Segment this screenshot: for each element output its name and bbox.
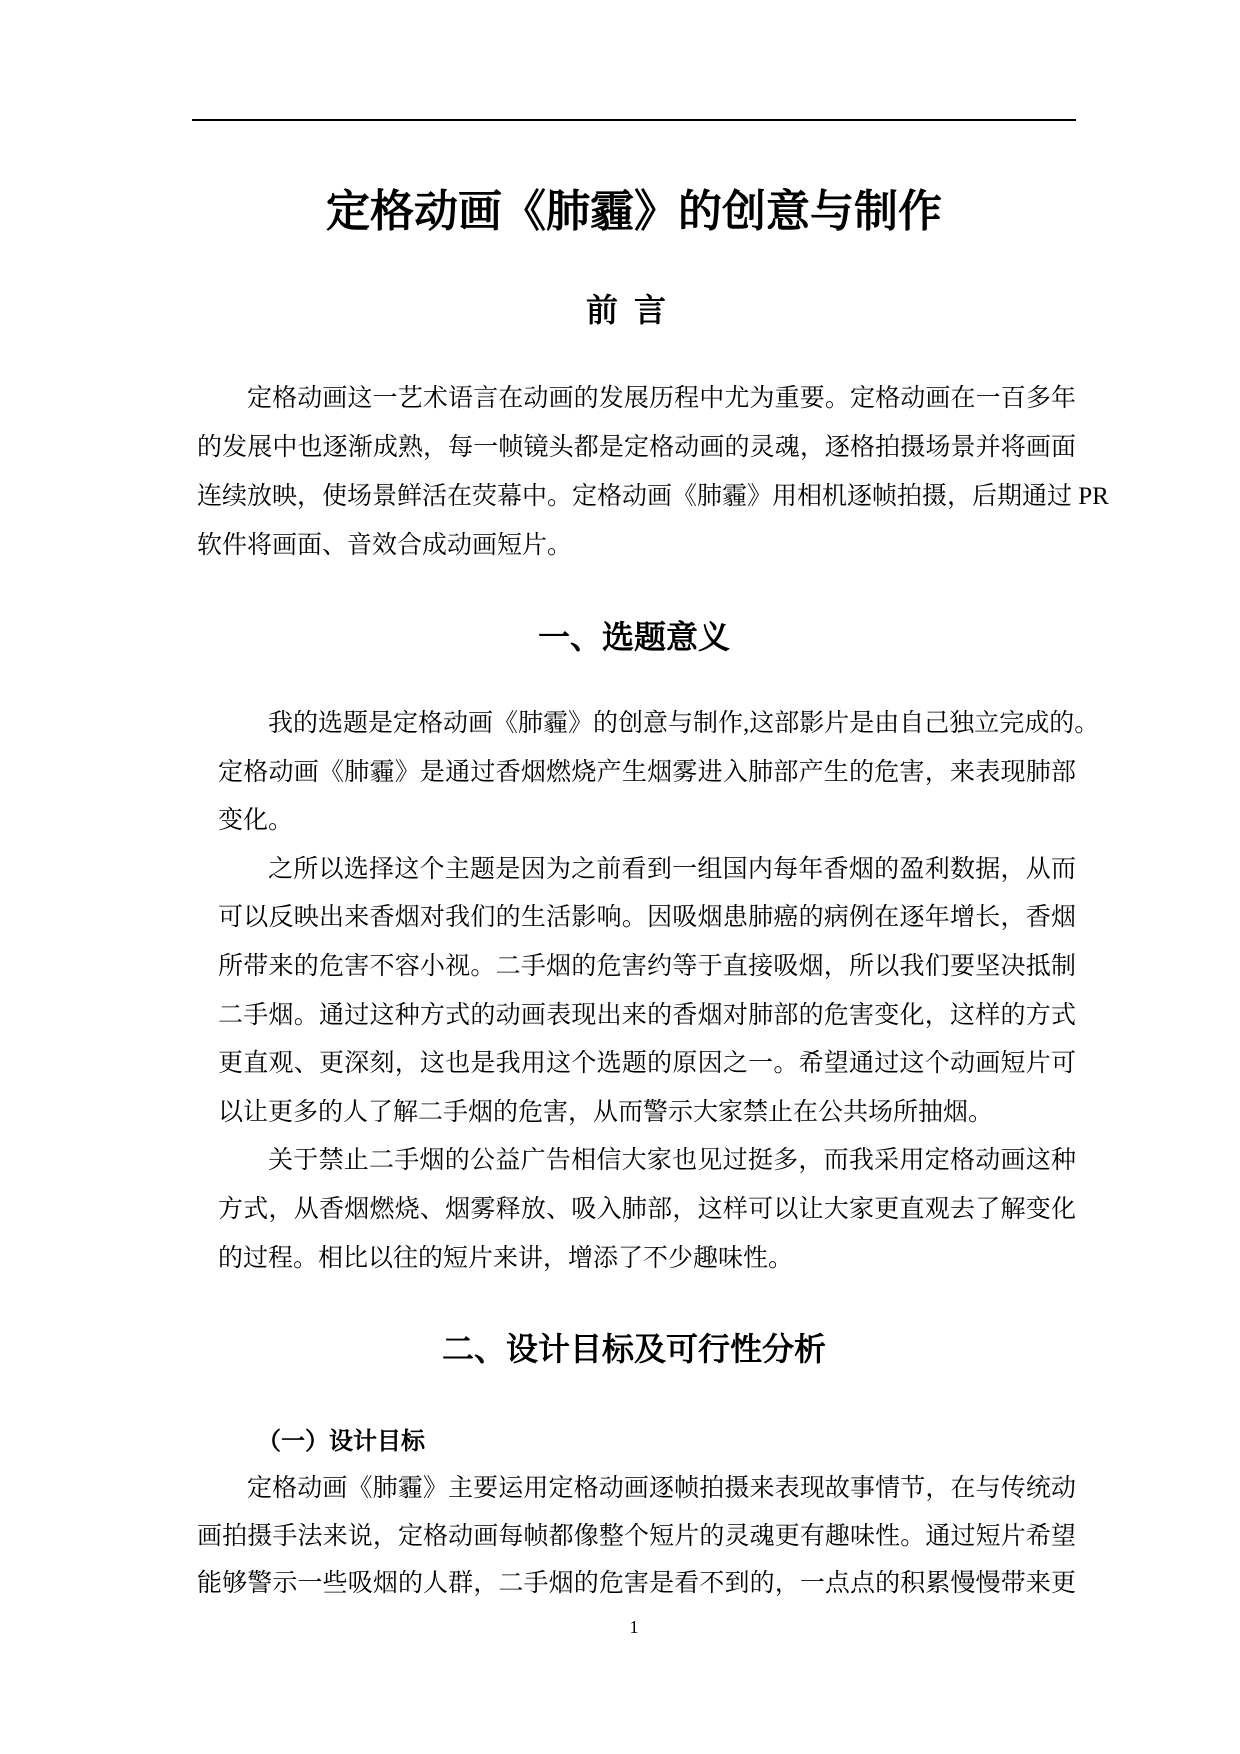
text-line: 定格动画《肺霾》是通过香烟燃烧产生烟雾进入肺部产生的危害，来表现肺部 <box>218 758 1076 786</box>
text-line: 以让更多的人了解二手烟的危害，从而警示大家禁止在公共场所抽烟。 <box>218 1098 994 1126</box>
text-line: 定格动画《肺霾》主要运用定格动画逐帧拍摄来表现故事情节，在与传统动 <box>247 1475 1076 1502</box>
text-line: 二手烟。通过这种方式的动画表现出来的香烟对肺部的危害变化，这样的方式 <box>218 1001 1076 1029</box>
text-line: 方式，从香烟燃烧、烟雾释放、吸入肺部，这样可以让大家更直观去了解变化 <box>218 1196 1076 1223</box>
text-line: 定格动画这一艺术语言在动画的发展历程中尤为重要。定格动画在一百多年 <box>247 385 1076 412</box>
text-line: 画拍摄手法来说，定格动画每帧都像整个短片的灵魂更有趣味性。通过短片希望 <box>197 1522 1076 1550</box>
text-line: 软件将画面、音效合成动画短片。 <box>197 532 573 559</box>
text-line: 变化。 <box>218 807 294 835</box>
text-line: 可以反映出来香烟对我们的生活影响。因吸烟患肺癌的病例在逐年增长，香烟 <box>218 904 1076 932</box>
text-line: 我的选题是定格动画《肺霾》的创意与制作,这部影片是由自己独立完成的。 <box>268 710 1100 737</box>
section1-heading: 一、选题意义 <box>537 619 730 655</box>
section2-heading: 二、设计目标及可行性分析 <box>441 1331 826 1367</box>
section2-subheading: （一）设计目标 <box>257 1428 425 1455</box>
text-line: 所带来的危害不容小视。二手烟的危害约等于直接吸烟，所以我们要坚决抵制 <box>218 953 1076 980</box>
preface-heading: 前言 <box>585 292 682 328</box>
text-line: 的发展中也逐渐成熟，每一帧镜头都是定格动画的灵魂，逐格拍摄场景并将画面 <box>197 434 1076 461</box>
text-line: 的过程。相比以往的短片来讲，增添了不少趣味性。 <box>218 1244 794 1272</box>
text-line: 更直观、更深刻，这也是我用这个选题的原因之一。希望通过这个动画短片可 <box>218 1050 1076 1078</box>
text-line: 之所以选择这个主题是因为之前看到一组国内每年香烟的盈利数据，从而 <box>268 855 1076 883</box>
header-rule <box>192 119 1076 121</box>
document-title: 定格动画《肺霾》的创意与制作 <box>326 187 942 236</box>
page-number: 1 <box>629 1617 639 1637</box>
text-line: 能够警示一些吸烟的人群，二手烟的危害是看不到的，一点点的积累慢慢带来更 <box>197 1570 1076 1597</box>
text-line: 连续放映，使场景鲜活在荧幕中。定格动画《肺霾》用相机逐帧拍摄，后期通过 PR <box>197 483 1109 510</box>
text-line: 关于禁止二手烟的公益广告相信大家也见过挺多，而我采用定格动画这种 <box>268 1147 1076 1175</box>
